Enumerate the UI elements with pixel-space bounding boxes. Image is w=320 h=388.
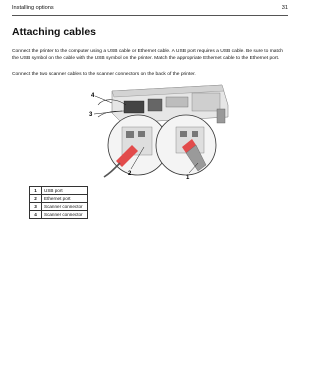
usb-detail-circle (156, 115, 216, 175)
page-title: Attaching cables (12, 26, 97, 38)
legend-number: 1 (30, 187, 42, 195)
table-row (30, 203, 88, 211)
legend-number: 4 (30, 211, 42, 219)
cable-connection-illustration (82, 83, 230, 183)
legend-description: Ethernet port (42, 195, 88, 203)
legend-description: USB port (42, 187, 88, 195)
scanner-paragraph: Connect the two scanner cables to the scanner connectors on the back of the printer. (12, 72, 196, 77)
page-header (12, 5, 288, 16)
table-row (30, 211, 88, 219)
callout-2: 2 (128, 171, 132, 177)
legend-description: Scanner connector (42, 211, 88, 219)
callout-3: 3 (89, 112, 93, 118)
table-row (30, 187, 88, 195)
intro-paragraph: Connect the printer to the computer using a USB cable or Ethernet cable. A USB port requires a USB cable. Be sure to match the USB symbol on the cable with the USB symbol on the printer. Match the appropriate Ethernet cable to the Ethernet port. (12, 49, 284, 61)
callout-1: 1 (186, 175, 190, 181)
table-row (30, 195, 88, 203)
legend-number: 3 (30, 203, 42, 211)
header-section: Installing options (12, 5, 54, 11)
legend-number: 2 (30, 195, 42, 203)
legend-description: Scanner connector (42, 203, 88, 211)
callout-legend-table (29, 186, 88, 219)
callout-4: 4 (91, 93, 95, 99)
page-number: 31 (281, 5, 288, 11)
